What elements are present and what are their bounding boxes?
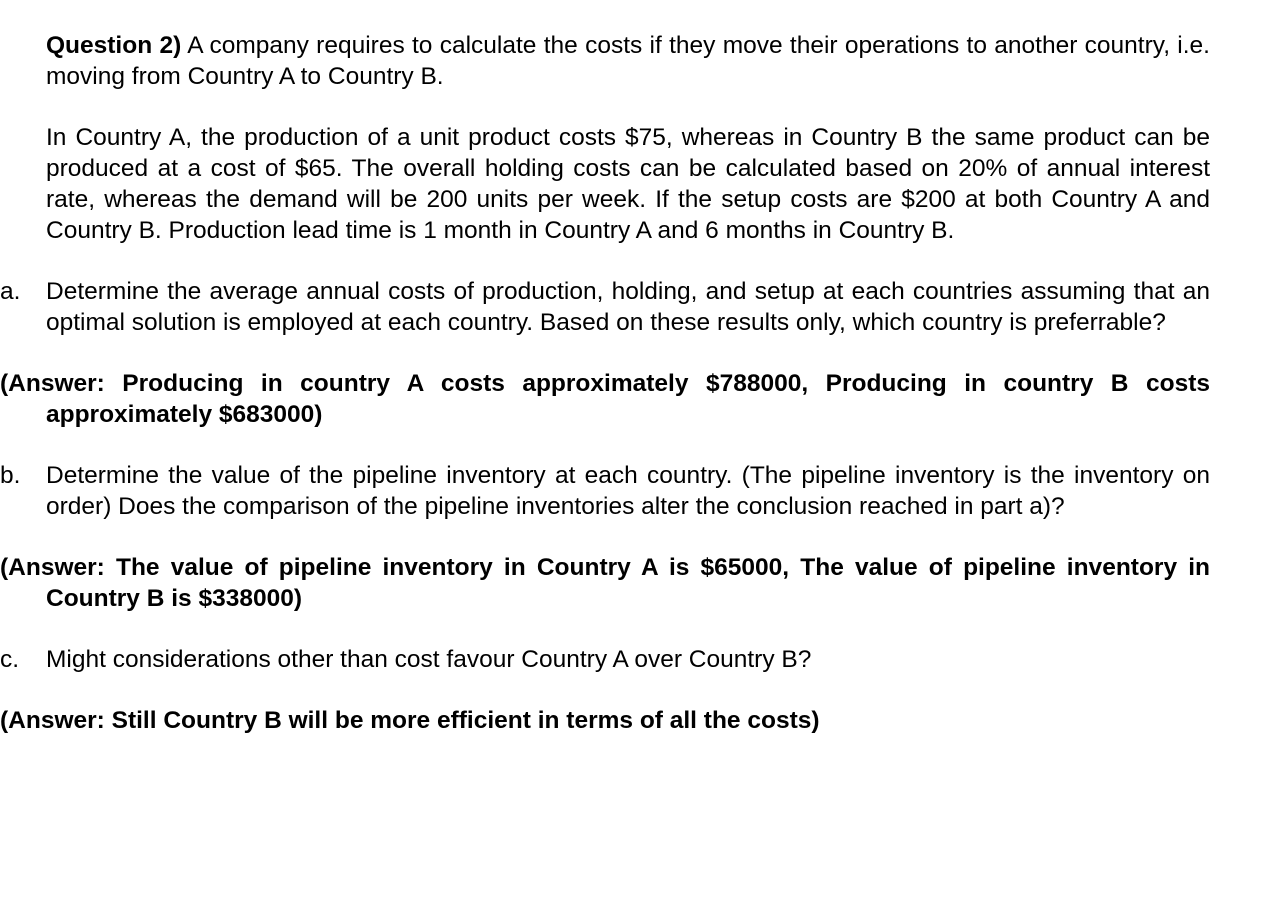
part-c	[0, 644, 1210, 675]
document-body	[0, 30, 1210, 736]
question-details: In Country A, the production of a unit product costs $75, whereas in Country B the same product can be produced at a cost of $65. The overall holding costs can be calculated based on 20% of annual interest rate, whereas the demand will be 200 units per week. If the setup costs are $200 at both Country A and Country B. Production lead time is 1 month in Country A and 6 months in Country B.	[46, 124, 1210, 244]
part-c-answer: (Answer: Still Country B will be more efficient in terms of all the costs)	[0, 707, 820, 734]
part-b	[0, 460, 1210, 522]
part-c-marker: c.	[0, 646, 20, 673]
question-intro	[0, 30, 1210, 92]
part-b-marker: b.	[0, 462, 21, 489]
part-c-text: Might considerations other than cost favour Country A over Country B?	[46, 646, 812, 673]
part-b-text: Determine the value of the pipeline inventory at each country. (The pipeline inventory is the inventory on order) Does the comparison of the pipeline inventories alter the conclusion reached in part a)?	[46, 462, 1210, 520]
part-a-marker: a.	[0, 278, 21, 305]
part-a	[0, 276, 1210, 338]
part-a-text: Determine the average annual costs of production, holding, and setup at each countries assuming that an optimal solution is employed at each country. Based on these results only, which country is preferrable?	[46, 278, 1210, 336]
part-b-answer: (Answer: The value of pipeline inventory in Country A is $65000, The value of pipeline inventory in Country B is $338000)	[0, 554, 1210, 612]
question-intro-text: A company requires to calculate the costs if they move their operations to another country, i.e. moving from Country A to Country B.	[46, 32, 1210, 90]
part-a-answer: (Answer: Producing in country A costs approximately $788000, Producing in country B costs approximately $683000)	[0, 370, 1210, 428]
question-label: Question 2)	[46, 32, 182, 59]
